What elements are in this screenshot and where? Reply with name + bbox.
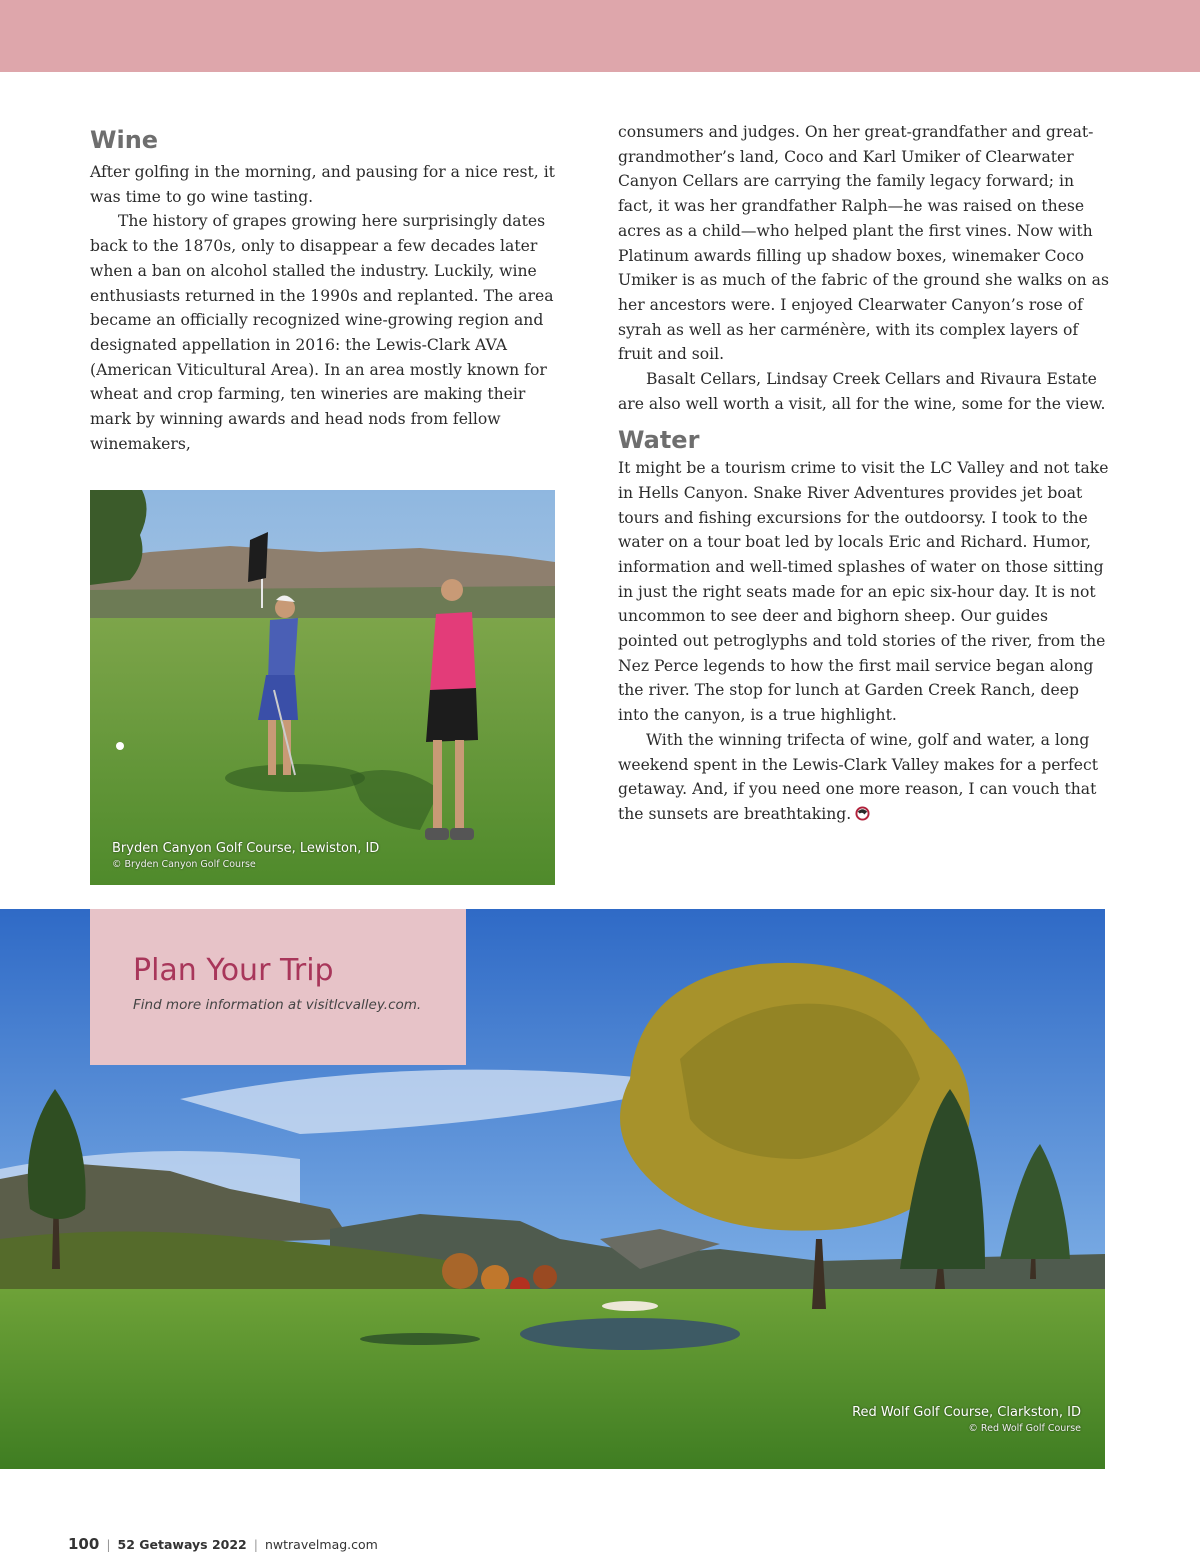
- water-paragraph-2-text: With the winning trifecta of wine, golf and water, a long weekend spent in the Lewis-Clark Valley makes for a perfect getaway. And, if you need one more reason, I can vouch that the sunsets are breathtaking.: [618, 730, 1098, 823]
- plan-your-trip-box: [90, 909, 466, 1065]
- wine-paragraph-2: The history of grapes growing here surprisingly dates back to the 1870s, only to disappear a few decades later when a ban on alcohol stalled the industry. Luckily, wine enthusiasts returned in the 1990s and replanted. The area became an officially recognized wine-growing region and designated appellation in 2016: the Lewis-Clark AVA (American Viticultural Area). In an area mostly known for wheat and crop farming, ten wineries are making their mark by winning awards and head nods from fellow winemakers,: [90, 212, 554, 453]
- golfers-photo-caption: Bryden Canyon Golf Course, Lewiston, ID: [112, 841, 380, 856]
- left-text-column: [90, 160, 568, 456]
- wine-paragraph-3: consumers and judges. On her great-grandfather and great-grandmother’s land, Coco and Karl Umiker of Clearwater Canyon Cellars are carrying the family legacy forward; in fact, it was her grandfather Ralph—he was raised on these acres as a child—who helped plant the first vines. Now with Platinum awards filling up shadow boxes, winemaker Coco Umiker is as much of the fabric of the ground she walks on as her ancestors were. I enjoyed Clearwater Canyon’s rose of syrah as well as her carménère, with its complex layers of fruit and soil.: [618, 123, 1109, 364]
- water-paragraph-1: It might be a tourism crime to visit the LC Valley and not take in Hells Canyon. Snake River Adventures provides jet boat tours and fishing excursions for the outdoorsy. I took to the water on a tour boat led by locals Eric and Richard. Humor, information and well-timed splashes of water on those sitting in just the right seats made for an epic six-hour day. It is not uncommon to see deer and bighorn sheep. Our guides pointed out petroglyphs and told stories of the river, from the Nez Perce legends to how the first mail service began along the river. The stop for lunch at Garden Creek Ranch, deep into the canyon, is a true highlight.: [618, 459, 1109, 725]
- plan-your-trip-link[interactable]: Find more information at visitlcvalley.com.: [133, 997, 422, 1013]
- publication-name: 52 Getaways 2022: [117, 1537, 247, 1552]
- right-text-column: [618, 120, 1110, 827]
- footer-divider: |: [106, 1537, 111, 1552]
- website-link[interactable]: nwtravelmag.com: [264, 1537, 378, 1552]
- footer-divider: |: [253, 1537, 258, 1552]
- wine-paragraph-4: Basalt Cellars, Lindsay Creek Cellars and Rivaura Estate are also well worth a visit, all for the wine, some for the view.: [618, 370, 1106, 413]
- golfers-photo-credit: © Bryden Canyon Golf Course: [112, 859, 256, 870]
- water-paragraph-2: [618, 728, 1110, 827]
- golf-course-photo-caption: Red Wolf Golf Course, Clarkston, ID: [852, 1405, 1081, 1420]
- end-of-article-icon: [855, 806, 870, 821]
- page-footer: [68, 1535, 378, 1553]
- wine-paragraph-1: After golfing in the morning, and pausing for a nice rest, it was time to go wine tasting.: [90, 163, 555, 206]
- golfers-photo: [90, 490, 555, 885]
- page-number: 100: [68, 1535, 100, 1553]
- plan-your-trip-title: Plan Your Trip: [133, 953, 334, 988]
- golf-course-photo-credit: © Red Wolf Golf Course: [968, 1423, 1081, 1434]
- wine-heading: Wine: [90, 126, 159, 154]
- golfers-photo-image: [90, 490, 555, 885]
- water-heading: Water: [618, 426, 700, 455]
- top-color-bar: [0, 0, 1200, 72]
